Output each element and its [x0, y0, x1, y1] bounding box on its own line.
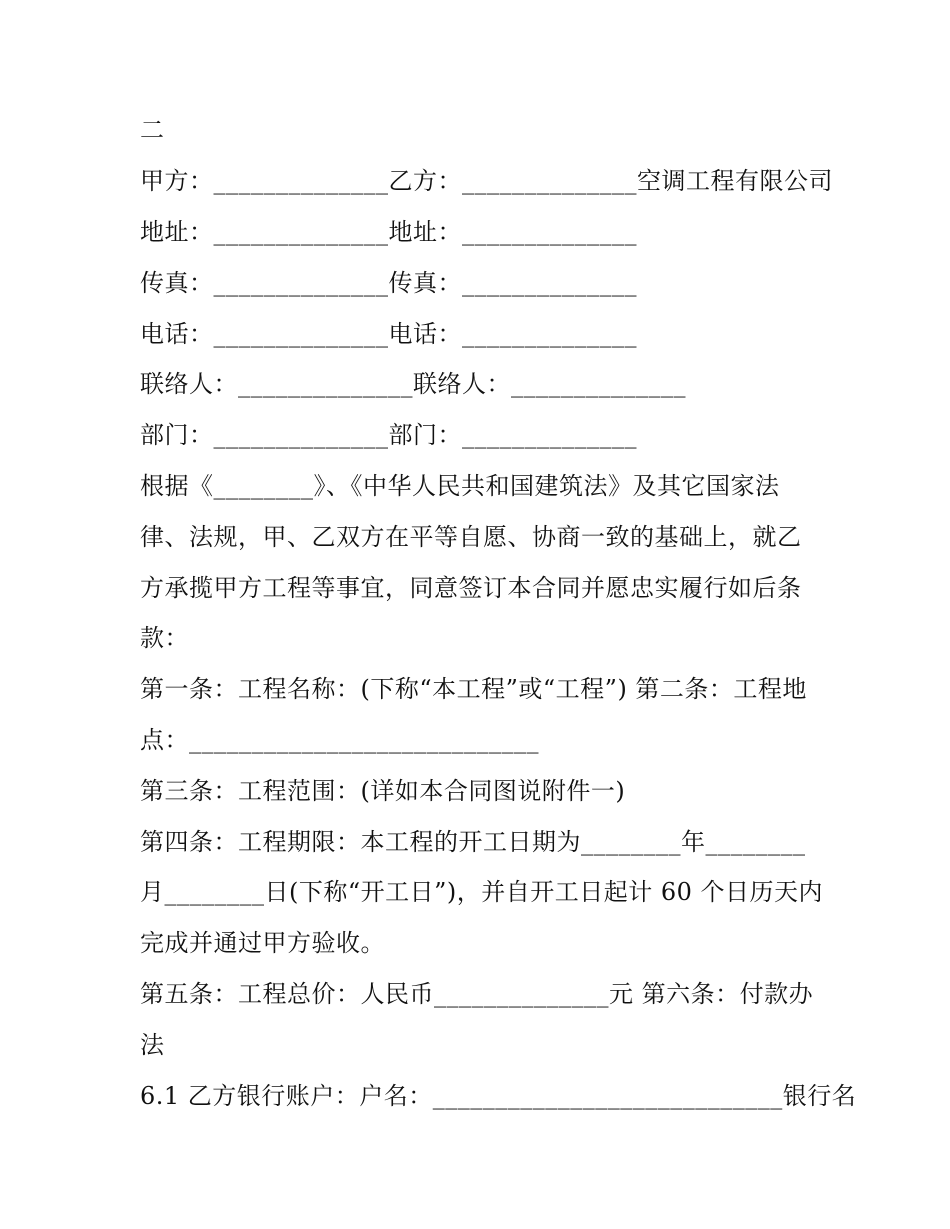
doc-line-3: 地址：______________地址：______________: [140, 218, 637, 246]
doc-line-16: 月________日(下称“开工日”)，并自开工日起计 60 个日历天内: [140, 878, 824, 906]
doc-line-11: 款：: [140, 624, 189, 652]
doc-line-18: 第五条：工程总价：人民币______________元 第六条：付款办: [140, 980, 814, 1008]
doc-line-17: 完成并通过甲方验收。: [140, 929, 385, 957]
doc-line-1: 二: [140, 116, 165, 144]
doc-line-8: 根据《________》、《中华人民共和国建筑法》及其它国家法: [140, 472, 780, 500]
doc-line-6: 联络人：______________联络人：______________: [140, 370, 686, 398]
doc-line-4: 传真：______________传真：______________: [140, 269, 637, 297]
doc-line-14: 第三条：工程范围：(详如本合同图说附件一): [140, 777, 626, 805]
doc-line-12: 第一条：工程名称：(下称“本工程”或“工程”) 第二条：工程地: [140, 675, 807, 703]
doc-line-7: 部门：______________部门：______________: [140, 421, 637, 449]
doc-line-15: 第四条：工程期限：本工程的开工日期为________年________: [140, 828, 806, 856]
doc-line-13: 点：____________________________: [140, 726, 539, 754]
doc-line-2: 甲方：______________乙方：______________空调工程有限公司: [140, 167, 833, 195]
doc-line-9: 律、法规，甲、乙双方在平等自愿、协商一致的基础上，就乙: [140, 523, 802, 551]
doc-line-5: 电话：______________电话：______________: [140, 320, 637, 348]
doc-line-10: 方承揽甲方工程等事宜，同意签订本合同并愿忠实履行如后条: [140, 574, 802, 602]
doc-line-19: 法: [140, 1031, 165, 1059]
doc-line-20: 6.1 乙方银行账户：户名：____________________________银行名: [140, 1082, 857, 1110]
